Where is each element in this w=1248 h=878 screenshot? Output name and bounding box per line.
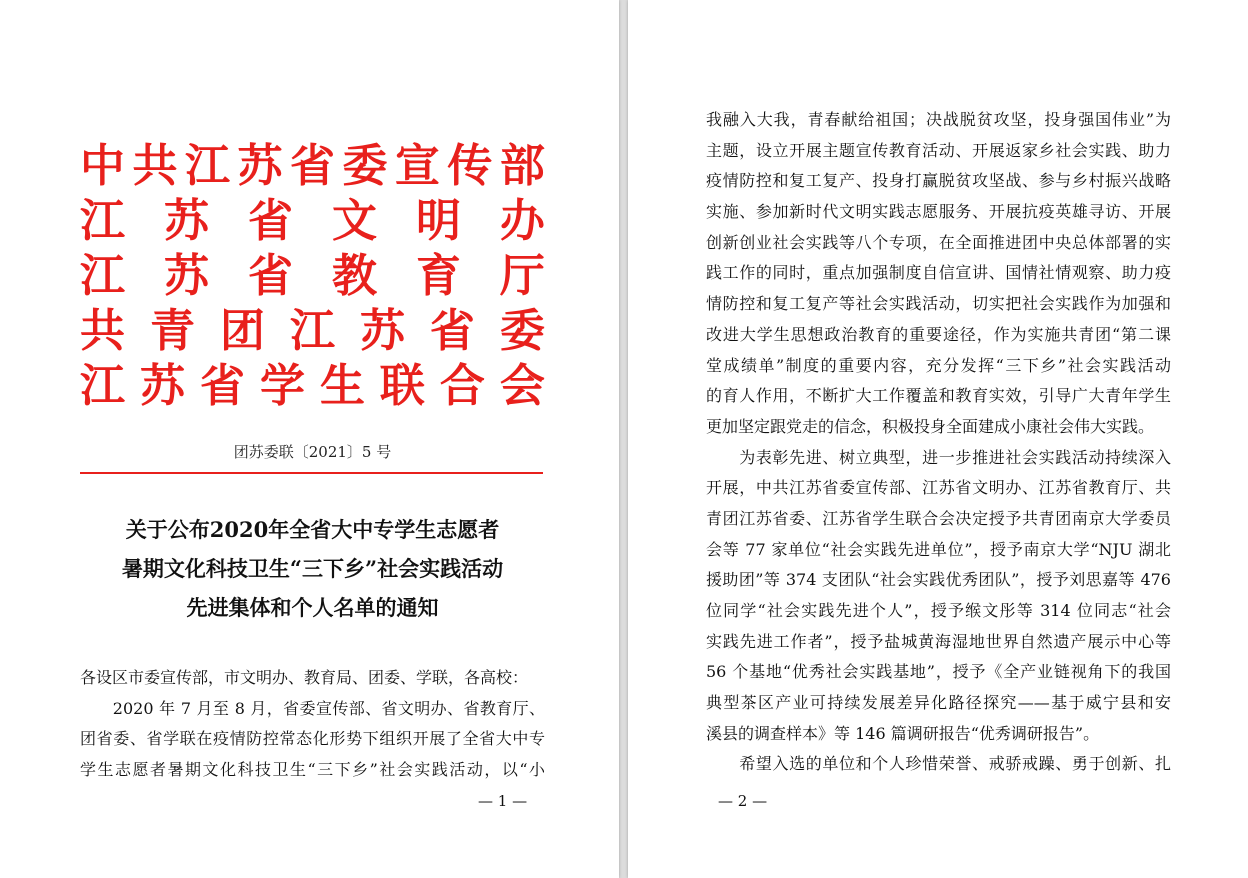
issuer-char: 江 [80, 249, 126, 302]
issuer-char: 苏 [359, 304, 405, 357]
issuer-char: 苏 [163, 249, 209, 302]
page-2-body [706, 105, 1171, 780]
issuer-char: 生 [319, 359, 365, 412]
issuer-char: 育 [415, 249, 461, 302]
text-line: 青团江苏省委、江苏省学生联合会决定授予共青团南京大学委员 [706, 508, 1171, 528]
issuer-char: 省 [289, 139, 335, 192]
text-line: 为表彰先进、树立典型，进一步推进社会实践活动持续深入 [706, 447, 1171, 467]
text-line: 希望入选的单位和个人珍惜荣誉、戒骄戒躁、勇于创新、扎 [706, 754, 1171, 774]
title-line: 暑期文化科技卫生“三下乡”社会实践活动 [121, 556, 504, 581]
issuer-char: 江 [80, 359, 126, 412]
issuer-char: 明 [415, 194, 461, 247]
text-line: 主题，设立开展主题宣传教育活动、开展返家乡社会实践、助力 [706, 140, 1171, 160]
text-line: 典型茶区产业可持续发展差异化路径探究——基于威宁县和安 [706, 693, 1171, 713]
issuer-char: 苏 [139, 359, 185, 412]
issuer-line [80, 138, 545, 193]
text-line: 的育人作用，不断扩大工作覆盖和教育实效，引导广大青年学生 [706, 386, 1171, 406]
issuer-char: 厅 [499, 249, 545, 302]
issuer-char: 共 [132, 139, 178, 192]
text-line: 我融入大我，青春献给祖国；决战脱贫攻坚，投身强国伟业”为 [706, 110, 1171, 129]
issuer-line [80, 248, 545, 303]
text-line: 实施、参加新时代文明实践志愿服务、开展抗疫英雄寻访、开展 [706, 202, 1171, 222]
issuer-char: 文 [331, 194, 377, 247]
issuer-char: 学 [259, 359, 305, 412]
issuer-char: 苏 [163, 194, 209, 247]
issuer-char: 团 [219, 304, 265, 357]
title-line: 先进集体和个人名单的通知 [186, 595, 439, 620]
issuer-char: 苏 [237, 139, 283, 192]
issuer-line [80, 303, 545, 358]
issuer-char: 宣 [394, 139, 440, 192]
issuer-char: 委 [342, 139, 388, 192]
issuer-char: 办 [499, 194, 545, 247]
issuer-char: 共 [80, 304, 126, 357]
text-line: 实践先进工作者”，授予盐城黄海湿地世界自然遗产展示中心等 [706, 631, 1171, 651]
text-line: 情防控和复工复产等社会实践活动，切实把社会实践作为加强和 [706, 294, 1171, 314]
issuer-char: 省 [247, 249, 293, 302]
issuer-char: 省 [199, 359, 245, 412]
issuer-char: 青 [149, 304, 195, 357]
issuer-char: 江 [80, 194, 126, 247]
text-line: 学生志愿者暑期文化科技卫生“三下乡”社会实践活动，以“小 [80, 760, 545, 780]
issuer-header [80, 138, 545, 413]
issuer-line [80, 358, 545, 413]
text-line: 会等 77 家单位“社会实践先进单位”，授予南京大学“NJU 湖北 [706, 539, 1171, 559]
text-line: 56 个基地“优秀社会实践基地”，授予《全产业链视角下的我国 [706, 662, 1171, 682]
issuer-char: 传 [447, 139, 493, 192]
issuer-char: 部 [499, 139, 545, 192]
text-line: 位同学“社会实践先进个人”，授予缑文彤等 314 位同志“社会 [706, 601, 1171, 620]
issuer-char: 会 [499, 359, 545, 412]
text-line: 各设区市委宣传部，市文明办、教育局、团委、学联，各高校： [80, 668, 529, 687]
document-title [80, 510, 545, 627]
text-line: 2020 年 7 月至 8 月，省委宣传部、省文明办、省教育厅、 [80, 698, 545, 718]
text-line: 创新创业社会实践等八个专项，在全面推进团中央总体部署的实 [706, 232, 1171, 252]
issuer-char: 联 [379, 359, 425, 412]
page-number: — 2 — [718, 792, 768, 810]
page-number: — 1 — [478, 792, 528, 810]
text-line: 溪县的调查样本》等 146 篇调研报告“优秀调研报告”。 [706, 723, 1100, 743]
issuer-char: 中 [80, 139, 126, 192]
issuer-char: 合 [439, 359, 485, 412]
page-1 [0, 0, 619, 878]
issuer-char: 省 [247, 194, 293, 247]
text-line: 疫情防控和复工复产、投身打赢脱贫攻坚战、参与乡村振兴战略 [706, 171, 1171, 191]
text-line: 改进大学生思想政治教育的重要途径，作为实施共青团“第二课 [706, 324, 1171, 344]
issuer-line [80, 193, 545, 248]
issuer-char: 省 [429, 304, 475, 357]
text-line: 堂成绩单”制度的重要内容，充分发挥“三下乡”社会实践活动 [706, 355, 1171, 375]
text-line: 开展，中共江苏省委宣传部、江苏省文明办、江苏省教育厅、共 [706, 478, 1171, 498]
red-divider-line [80, 472, 543, 474]
page-1-body [80, 663, 545, 786]
text-line: 更加坚定跟党走的信念，积极投身全面建成小康社会伟大实践。 [706, 416, 1155, 436]
issuer-char: 江 [289, 304, 335, 357]
issuer-char: 江 [184, 139, 230, 192]
text-line: 团省委、省学联在疫情防控常态化形势下组织开展了全省大中专 [80, 729, 545, 749]
text-line: 践工作的同时，重点加强制度自信宣讲、国情社情观察、助力疫 [706, 263, 1171, 283]
issuer-char: 教 [331, 249, 377, 302]
issuer-char: 委 [499, 304, 545, 357]
document-number: 团苏委联〔2021〕5 号 [233, 443, 392, 461]
text-line: 援助团”等 374 支团队“社会实践优秀团队”，授予刘思嘉等 476 [706, 570, 1171, 590]
title-line: 关于公布2020年全省大中专学生志愿者 [125, 517, 500, 542]
